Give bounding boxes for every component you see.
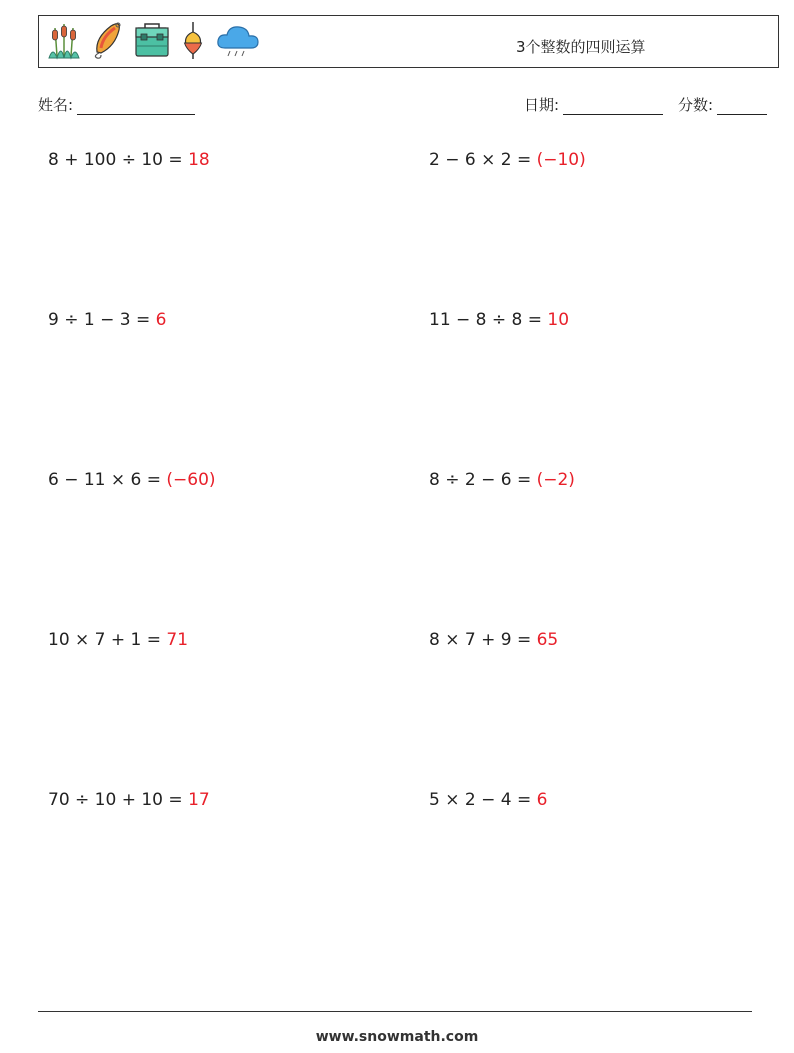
- problem-2: [429, 150, 586, 170]
- footer-divider: [38, 1011, 752, 1012]
- problem-answer: (−60): [166, 470, 216, 490]
- problem-answer: 6: [536, 790, 548, 810]
- date-blank[interactable]: [563, 99, 663, 115]
- date-field: [524, 94, 663, 115]
- problem-8: [429, 630, 558, 650]
- problem-question: 8 + 100 ÷ 10 =: [48, 150, 189, 170]
- fishing-bobber-icon: [177, 20, 209, 64]
- problem-question: 10 × 7 + 1 =: [48, 630, 167, 650]
- name-blank[interactable]: [77, 99, 195, 115]
- problem-answer: 71: [166, 630, 189, 650]
- problem-answer: 18: [188, 150, 210, 170]
- problem-question: 11 − 8 ÷ 8 =: [429, 310, 548, 330]
- problem-1: [48, 150, 210, 170]
- name-field: [38, 94, 195, 115]
- score-field: [678, 94, 767, 115]
- score-label: 分数:: [678, 96, 714, 114]
- tackle-box-icon: [133, 20, 171, 64]
- problem-answer: (−2): [536, 470, 575, 490]
- name-label: 姓名:: [38, 96, 74, 114]
- problem-4: [429, 310, 569, 330]
- problem-7: [48, 630, 188, 650]
- header-box: [38, 15, 779, 68]
- score-blank[interactable]: [717, 99, 767, 115]
- problem-question: 70 ÷ 10 + 10 =: [48, 790, 189, 810]
- problem-answer: 10: [547, 310, 570, 330]
- problem-question: 8 ÷ 2 − 6 =: [429, 470, 537, 490]
- problem-answer: (−10): [536, 150, 586, 170]
- problem-3: [48, 310, 166, 330]
- problem-question: 6 − 11 × 6 =: [48, 470, 167, 490]
- problem-answer: 6: [155, 310, 167, 330]
- problem-10: [429, 790, 547, 810]
- problem-answer: 17: [188, 790, 210, 810]
- header-icons: [45, 20, 261, 64]
- problem-question: 2 − 6 × 2 =: [429, 150, 537, 170]
- fishing-lure-icon: [89, 20, 127, 64]
- problem-9: [48, 790, 210, 810]
- worksheet-title: 3个整数的四则运算: [516, 38, 646, 56]
- problem-6: [429, 470, 575, 490]
- problem-answer: 65: [536, 630, 559, 650]
- problem-question: 5 × 2 − 4 =: [429, 790, 537, 810]
- problem-5: [48, 470, 216, 490]
- rain-cloud-icon: [215, 20, 261, 64]
- footer-url[interactable]: www.snowmath.com: [315, 1029, 479, 1045]
- problem-question: 9 ÷ 1 − 3 =: [48, 310, 156, 330]
- cattail-icon: [45, 20, 83, 64]
- problem-question: 8 × 7 + 9 =: [429, 630, 537, 650]
- date-label: 日期:: [524, 96, 560, 114]
